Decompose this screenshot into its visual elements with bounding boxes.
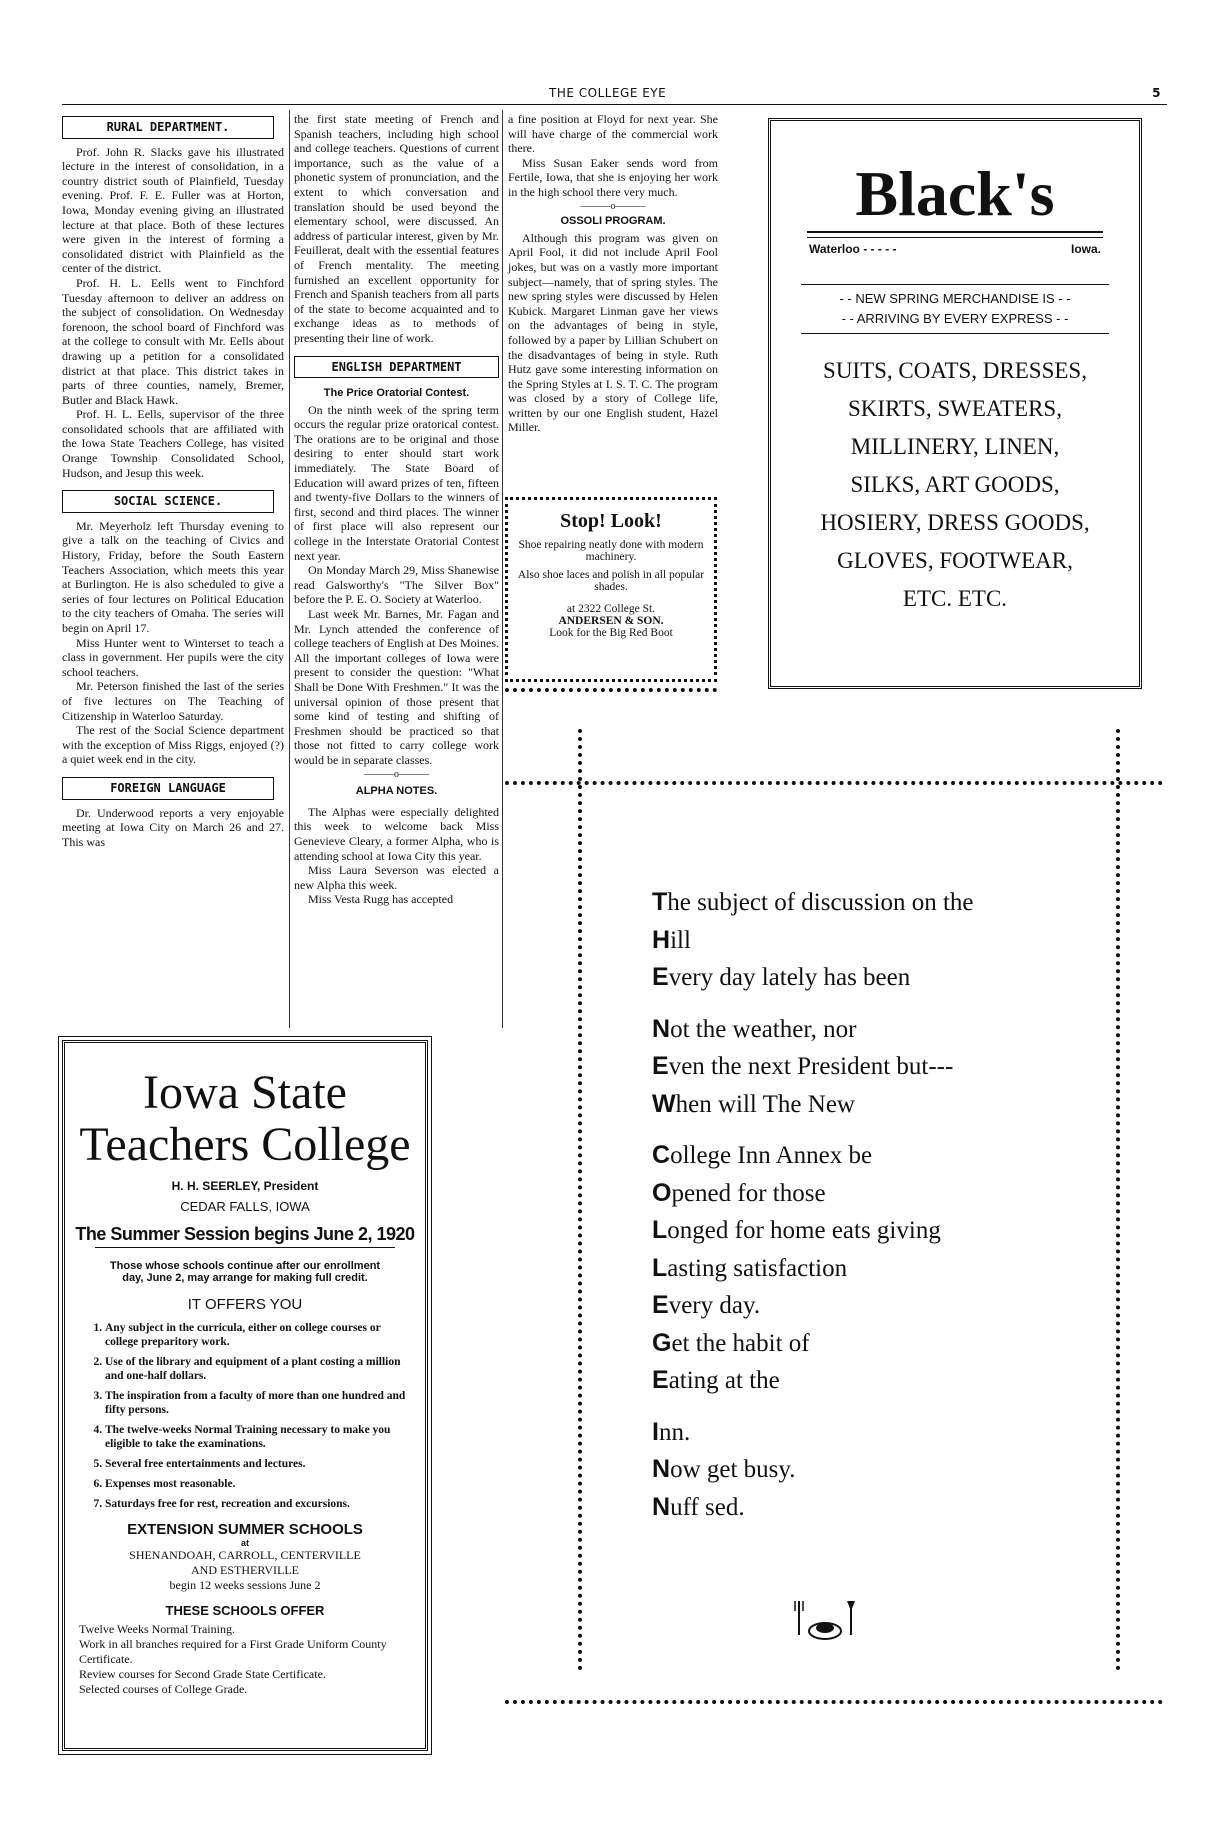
foreign-language-heading: FOREIGN LANGUAGE bbox=[62, 777, 274, 800]
store-location bbox=[809, 242, 1101, 256]
divider bbox=[95, 1247, 395, 1248]
ad-line: Also shoe laces and polish in all popular shades. bbox=[517, 569, 705, 593]
dotted-border bbox=[505, 688, 717, 692]
dinner-plate-icon bbox=[785, 1595, 865, 1645]
divider bbox=[807, 231, 1103, 238]
ossoli-program-heading: OSSOLI PROGRAM. bbox=[560, 215, 666, 228]
college-location: CEDAR FALLS, IOWA bbox=[180, 1199, 310, 1214]
page-number: 5 bbox=[1152, 86, 1161, 100]
acrostic-line bbox=[652, 1400, 973, 1414]
offer-item: 1. Any subject in the curricula, either on college courses or college preparitory work. bbox=[105, 1321, 409, 1349]
acrostic-line: Longed for home eats giving bbox=[652, 1216, 941, 1244]
rural-department-heading: RURAL DEPARTMENT. bbox=[62, 116, 274, 139]
offer-item: 6. Expenses most reasonable. bbox=[105, 1477, 409, 1491]
college-president: H. H. SEERLEY, President bbox=[171, 1179, 319, 1193]
offer-item: 3. The inspiration from a faculty of more than one hundred and fifty persons. bbox=[105, 1389, 409, 1417]
article-paragraph: Prof. H. L. Eells, supervisor of the three consolidated schools that are affiliated with the Iowa State Teachers College, has visited Orange Township Consolidated School, Hudson, and Jesup this week. bbox=[62, 407, 284, 480]
oratorial-contest-title: The Price Oratorial Contest. bbox=[323, 387, 470, 400]
shoe-repair-ad bbox=[505, 497, 717, 682]
schools-offer-heading: THESE SCHOOLS OFFER bbox=[165, 1603, 325, 1618]
offer-item: 4. The twelve-weeks Normal Training necessary to make you eligible to take the examinations. bbox=[105, 1423, 409, 1451]
acrostic-line: Every day lately has been bbox=[652, 963, 911, 991]
offer-item: 5. Several free entertainments and lectures. bbox=[105, 1457, 409, 1471]
extension-cities: AND ESTHERVILLE bbox=[190, 1563, 300, 1577]
acrostic-line: Now get busy. bbox=[652, 1455, 796, 1483]
offers-heading: IT OFFERS YOU bbox=[187, 1296, 303, 1313]
column-rule bbox=[289, 110, 290, 1028]
merch-item: ETC. ETC. bbox=[902, 586, 1008, 611]
english-department-heading: ENGLISH DEPARTMENT bbox=[294, 356, 499, 379]
column-2 bbox=[294, 112, 499, 907]
acrostic-line: Every day. bbox=[652, 1291, 761, 1319]
school-offer-item: Review courses for Second Grade State Certificate. bbox=[79, 1667, 326, 1681]
article-paragraph: Prof. John R. Slacks gave his illustrated lecture in the interest of consolidation, in a country district south of Plainfield, Tuesday evening. Prof. F. E. Fuller was at Horton, Iowa, Monday evening giving an illustrated lecture at that place. Both of these lectures were given in the interest of forming a consolidated district with Plainfield as the center of the district. bbox=[62, 144, 284, 276]
college-inn-acrostic bbox=[652, 884, 973, 1526]
schools-offer-list bbox=[79, 1622, 411, 1697]
extension-start: begin 12 weeks sessions June 2 bbox=[169, 1578, 321, 1592]
article-paragraph: Miss Hunter went to Winterset to teach a class in government. Her pupils were the city school teachers. bbox=[62, 635, 284, 679]
acrostic-line: Eating at the bbox=[652, 1366, 780, 1394]
acrostic-line: Opened for those bbox=[652, 1178, 826, 1207]
article-paragraph: a fine position at Floyd for next year. She will have charge of the commercial work there. bbox=[508, 112, 718, 156]
ad-address: at 2322 College St. bbox=[566, 603, 656, 615]
divider bbox=[801, 284, 1109, 285]
article-paragraph: Mr. Meyerholz left Thursday evening to give a talk on the teaching of Civics and History, Friday, before the South Eastern Teachers Association, which meets this year at Burlington. He is also scheduled to give a series of four lectures on Political Education to the city teachers of Omaha. The series will begin on April 17. bbox=[62, 518, 284, 635]
article-paragraph: On the ninth week of the spring term occurs the regular prize oratorical contest. The orations are to be original and those desiring to enter should start work immediately. The State Board of Education will award prizes of ten, fifteen and twenty-five Dollars to the winners of first, second and third places. The winner of first place will also represent our college in the Interstate Oratorial Contest next year. bbox=[294, 402, 499, 563]
store-name: Black's bbox=[855, 158, 1055, 229]
extension-cities: SHENANDOAH, CARROLL, CENTERVILLE bbox=[129, 1548, 361, 1562]
enrollment-note: Those whose schools continue after our enrollment day, June 2, may arrange for making full credit. bbox=[109, 1260, 381, 1284]
acrostic-line: The subject of discussion on the bbox=[652, 888, 974, 916]
column-3 bbox=[508, 112, 718, 435]
acrostic-line: Inn. bbox=[652, 1417, 691, 1446]
school-offer-item: Twelve Weeks Normal Training. bbox=[79, 1622, 235, 1636]
extension-heading: EXTENSION SUMMER SCHOOLS bbox=[127, 1521, 363, 1538]
college-name-line-1: Iowa State bbox=[143, 1066, 347, 1119]
merch-item: SKIRTS, SWEATERS, bbox=[848, 396, 1062, 421]
article-paragraph: Last week Mr. Barnes, Mr. Fagan and Mr. Lynch attended the conference of college teachers of English at Des Moines. All the important colleges of Iowa were present to consider the question: "What Shall be Done With Freshmen." It was the universal opinion of those present that some kind of testing and shifting of Freshmen should be practiced so that those not fitted to carry college work would be in separate classes. bbox=[294, 607, 499, 767]
blacks-store-ad bbox=[768, 118, 1142, 689]
divider bbox=[801, 333, 1109, 334]
acrostic-line: When will The New bbox=[652, 1089, 855, 1118]
dotted-border bbox=[505, 1700, 1163, 1704]
acrostic-line: Not the weather, nor bbox=[652, 1014, 857, 1043]
article-paragraph: Miss Laura Severson was elected a new Alpha this week. bbox=[294, 863, 499, 892]
separator: ———o——— bbox=[580, 200, 646, 212]
iowa-state-teachers-college-ad bbox=[62, 1040, 428, 1751]
acrostic-line: Even the next President but--- bbox=[652, 1052, 954, 1080]
social-science-heading: SOCIAL SCIENCE. bbox=[62, 490, 274, 513]
ad-tagline: Look for the Big Red Boot bbox=[549, 627, 673, 639]
offer-item: 7. Saturdays free for rest, recreation and excursions. bbox=[105, 1497, 409, 1511]
article-paragraph: The Alphas were especially delighted this week to welcome back Miss Genevieve Cleary, a former Alpha, who is attending school at Iowa City this year. bbox=[294, 804, 499, 863]
store-state: Iowa. bbox=[1070, 242, 1101, 256]
article-paragraph: Prof. H. L. Eells went to Finchford Tuesday afternoon to deliver an address on the subject of consolidation. On Wednesday forenoon, the school board of Finchford was at the college to consult with Mr. Eells about drawing up a petition for a consolidated district at that place. This district takes in parts of three counties, namely, Bremer, Butler and Black Hawk. bbox=[62, 275, 284, 407]
merchandise-list bbox=[771, 352, 1139, 618]
acrostic-line: College Inn Annex be bbox=[652, 1141, 873, 1169]
acrostic-line bbox=[652, 1123, 973, 1137]
column-1 bbox=[62, 112, 284, 849]
merch-item: SUITS, COATS, DRESSES, bbox=[823, 358, 1087, 383]
merch-item: GLOVES, FOOTWEAR, bbox=[837, 548, 1073, 573]
offers-list bbox=[87, 1321, 409, 1511]
offer-item: 2. Use of the library and equipment of a plant costing a million and one-half dollars. bbox=[105, 1355, 409, 1383]
extension-at: at bbox=[240, 1538, 249, 1548]
article-paragraph: Although this program was given on April Fool, it did not include April Fool jokes, but was on a vastly more important subject—namely, that of spring styles. The new spring styles were discussed by Helen Kubick. Margaret Linman gave her views on the advantages of being in style, followed by a paper by Lillian Schubert on the disadvantages of being in style. Ruth Hutz gave some interesting information on the Spring Styles at I. S. T. C. The program was closed by a story of College life, written by our one English student, Hazel Miller. bbox=[508, 230, 718, 435]
page-header bbox=[62, 82, 1167, 105]
acrostic-line bbox=[652, 997, 973, 1011]
acrostic-line: Get the habit of bbox=[652, 1328, 810, 1357]
column-rule bbox=[502, 110, 503, 1028]
ad-line: Shoe repairing neatly done with modern machinery. bbox=[518, 539, 704, 563]
newspaper-title: THE COLLEGE EYE bbox=[549, 86, 667, 100]
merch-item: HOSIERY, DRESS GOODS, bbox=[820, 510, 1090, 535]
article-paragraph: Dr. Underwood reports a very enjoyable meeting at Iowa City on March 26 and 27. This was bbox=[62, 805, 284, 849]
acrostic-line: Hill bbox=[652, 925, 691, 954]
college-name-line-2: Teachers College bbox=[79, 1118, 411, 1171]
article-paragraph: Miss Vesta Rugg has accepted bbox=[308, 892, 454, 907]
merch-item: MILLINERY, LINEN, bbox=[850, 434, 1060, 459]
article-paragraph: The rest of the Social Science department with the exception of Miss Riggs, enjoyed (?) a quiet week end in the city. bbox=[62, 723, 284, 767]
acrostic-line: Nuff sed. bbox=[652, 1492, 745, 1521]
article-paragraph: On Monday March 29, Miss Shanewise read Galsworthy's "The Silver Box" before the P. E. O. Society at Waterloo. bbox=[294, 563, 499, 607]
acrostic-line: Lasting satisfaction bbox=[652, 1253, 848, 1282]
merch-item: SILKS, ART GOODS, bbox=[850, 472, 1060, 497]
ad-owner: ANDERSEN & SON. bbox=[558, 615, 664, 627]
school-offer-item: Work in all branches required for a First Grade Uniform County Certificate. bbox=[79, 1637, 387, 1666]
announcement-line: - - ARRIVING BY EVERY EXPRESS - - bbox=[841, 311, 1069, 326]
summer-session-date: The Summer Session begins June 2, 1920 bbox=[75, 1224, 415, 1244]
school-offer-item: Selected courses of College Grade. bbox=[79, 1682, 248, 1696]
announcement-line: - - NEW SPRING MERCHANDISE IS - - bbox=[839, 291, 1071, 306]
store-city: Waterloo - - - - - bbox=[809, 242, 897, 256]
ad-title: Stop! Look! bbox=[560, 510, 662, 532]
article-paragraph: Miss Susan Eaker sends word from Fertile, Iowa, that she is enjoying her work in the high school there very much. bbox=[508, 155, 718, 199]
separator: ———o——— bbox=[364, 768, 429, 780]
article-paragraph: Mr. Peterson finished the last of the series of five lectures on The Teaching of Citizenship in Waterloo Saturday. bbox=[62, 679, 284, 723]
alpha-notes-heading: ALPHA NOTES. bbox=[355, 785, 438, 798]
article-paragraph: the first state meeting of French and Spanish teachers, including high school and college teachers. Questions of current importance, such as the value of a phonetic system of pronunciation, and the extent to which conversation and translation should be used beyond the elementary school, were discussed. An address of particular interest, given by Mr. Feuillerat, dealt with the essential features of French mentality. The meeting furnished an excellent opportunity for French and Spanish teachers from all parts of the state to become acquainted and to exchange ideas as to methods of presenting their line of work. bbox=[294, 112, 499, 345]
